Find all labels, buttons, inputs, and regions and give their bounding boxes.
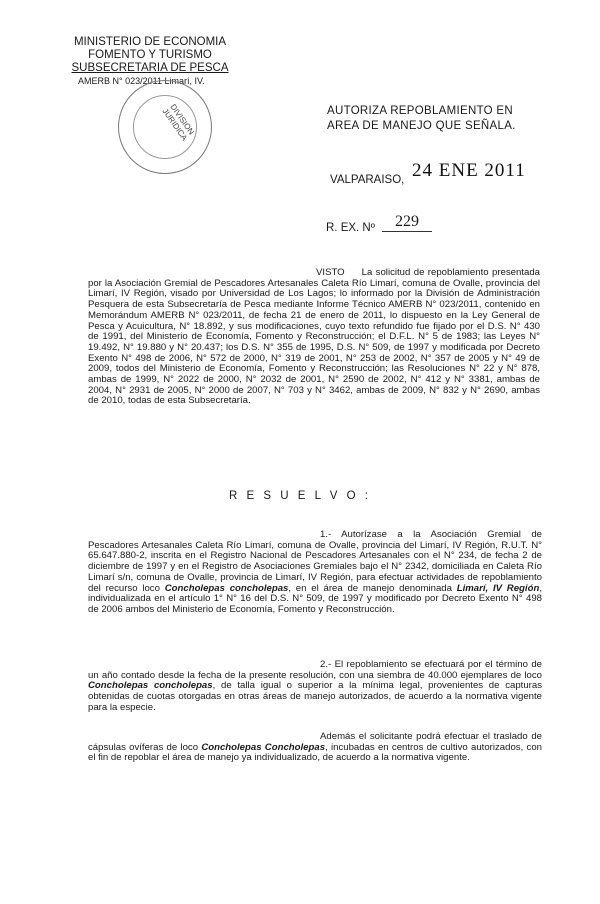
article-1-text: 1.- Autorízase a la Asociación Gremial de Pescadores Artesanales Caleta Río Limarí, comuna de Ovalle, provincia del Limarí, IV Región, R.U.T. N° 65.647.880-2, inscrita en el Registro Nacional de Pescadores Artesanales con el N° 234, de fecha 2 de diciembre de 1997 y en el Registro de Asociaciones Gremiales bajo el N° 2342, domiciliada en Caleta Río Limarí s/n, comuna de Ovalle, provincia de Limarí, IV Región, para efectuar actividades de repoblamiento del recurso loco xyxy=(88,529,542,594)
official-stamp xyxy=(118,80,212,174)
resolution-article-2 xyxy=(88,660,542,714)
document-title: AUTORIZA REPOBLAMIENTO EN AREA DE MANEJO QUE SEÑALA. xyxy=(327,105,516,132)
article-1-text-end: , individualizada en el artículo 1° N° 16 del D.S. N° 509, de 1997 y modificado por Decreto Exento N° 498 de 2006 ambos del Ministerio de Economía, Fomento y Reconstrucción. xyxy=(88,582,542,615)
additional-text: Además el solicitante podrá efectuar el traslado de cápsulas ovíferas de loco xyxy=(88,731,542,753)
visto-text: La solicitud de repoblamiento presentada por la Asociación Gremial de Pescadores Artesanales Caleta Río Limarí, comuna de Ovalle, provincia del Limarí, IV Región, visado por Universidad de Los Lagos; lo informado por la División de Administración Pesquera de esta Subsecretaría de Pesca mediante Informe Técnico AMERB N° 023/2011, contenido en Memorándum AMERB N° 023/2011, de fecha 21 de enero de 2011, lo dispuesto en la Ley General de Pesca y Acuicultura, N° 18.892, y sus modificaciones, cuyo texto refundido fue fijado por el D.S. N° 430 de 1991, del Ministerio de Economía, Fomento y Reconstrucción; el D.F.L. N° 5 de 1983; las Leyes N° 19.492, N° 19.880 y N° 20.437; los D.S. N° 355 de 1995, D.S. N° 509, de 1997 y modificada por Decreto Exento N° 498 de 2006, N° 572 de 2000, N° 319 de 2001, N° 253 de 2002, N° 357 de 2005 y N° 49 de 2009, todos del Ministerio de Economía, Fomento y Reconstrucción; las Resoluciones N° 22 y N° 878, ambas de 1999, N° 2022 de 2000, N° 2032 de 2001, N° 2590 de 2002, N° 412 y N° 3381, ambas de 2004, N° 2931 de 2005, N° 2000 de 2007, N° 703 y N° 3462, ambas de 2009, N° 832 y N° 2690, ambas de 2010, todas de esta Subsecretaría. xyxy=(88,267,540,407)
resolution-label: R. EX. Nº xyxy=(326,222,375,234)
species-name: Concholepas Concholepas xyxy=(201,741,326,753)
species-name: Concholepas concholepas xyxy=(88,680,213,692)
area-name: Limarí, IV Región xyxy=(456,582,540,594)
resolution-additional-paragraph xyxy=(88,732,542,764)
article-1-text-mid: , en el área de manejo denominada xyxy=(288,582,452,594)
additional-text-end: , incubadas en centros de cultivo autorizados, con el fin de repoblar el área de manejo ya individualizado, de acuerdo a la normativa vigente. xyxy=(88,741,542,764)
resuelvo-heading: R E S U E L V O : xyxy=(229,490,371,502)
stamped-date: 24 ENE 2011 xyxy=(412,160,526,181)
article-2-text: 2.- El repoblamiento se efectuará por el término de un año contado desde la fecha de la presente resolución, con una siembra de 40.000 ejemplares de loco xyxy=(88,659,542,681)
stamp-text: DIVISION JURIDICA xyxy=(160,102,196,143)
place-label: VALPARAISO, xyxy=(330,174,405,186)
reference-code: AMERB N° 023/2011 Limarí, IV. xyxy=(78,76,205,86)
species-name: Concholepas concholepas xyxy=(164,582,289,594)
ministry-branch: FOMENTO Y TURISMO xyxy=(88,49,212,61)
article-2-text-end: , de talla igual o superior a la mínima legal, provenientes de capturas obtenidas de cuotas otorgadas en otras áreas de manejo autorizados, de acuerdo a la normativa vigente para la especie. xyxy=(88,680,542,713)
ministry-name: MINISTERIO DE ECONOMIA xyxy=(73,36,227,48)
resolution-number: 229 xyxy=(382,213,432,232)
ministry-header xyxy=(60,36,240,88)
resolution-article-1 xyxy=(88,530,542,616)
visto-lead: VISTO xyxy=(316,267,345,278)
subsecretaria-name: SUBSECRETARIA DE PESCA xyxy=(71,62,229,74)
visto-paragraph xyxy=(88,268,540,407)
